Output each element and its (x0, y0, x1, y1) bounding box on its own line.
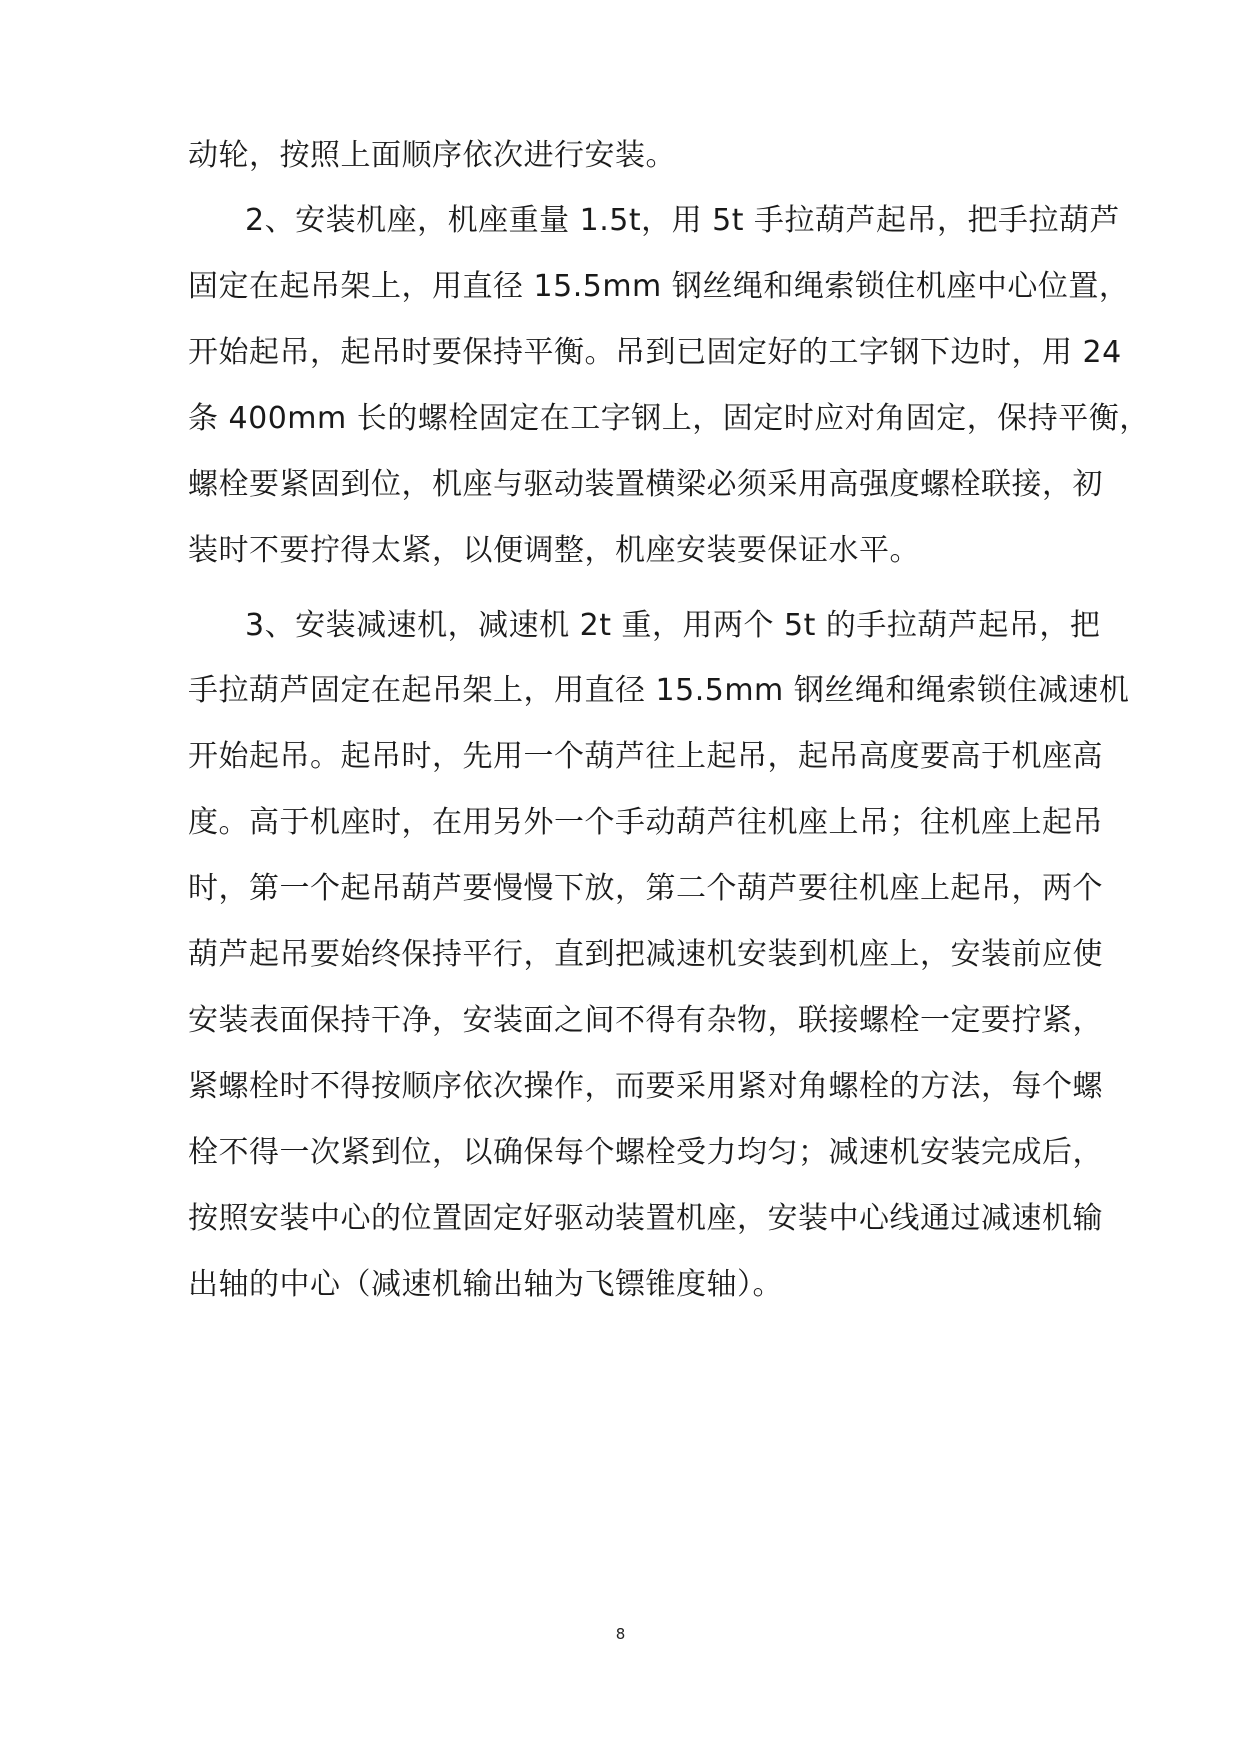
page-number: 8 (615, 1625, 626, 1643)
text-line: 装时不要拧得太紧，以便调整，机座安装要保证水平。 (188, 533, 920, 568)
text-line: 出轴的中心（减速机输出轴为飞镖锥度轴）。 (188, 1267, 783, 1302)
text-line: 葫芦起吊要始终保持平行，直到把减速机安装到机座上，安装前应使 (188, 937, 1103, 972)
text-line: 动轮，按照上面顺序依次进行安装。 (188, 138, 676, 173)
text-line: 栓不得一次紧到位，以确保每个螺栓受力均匀；减速机安装完成后， (188, 1135, 1103, 1170)
text-line: 固定在起吊架上，用直径 15.5mm 钢丝绳和绳索锁住机座中心位置， (188, 269, 1130, 304)
text-line: 条 400mm 长的螺栓固定在工字钢上，固定时应对角固定，保持平衡， (188, 401, 1150, 436)
text-line: 按照安装中心的位置固定好驱动装置机座，安装中心线通过减速机输 (188, 1201, 1103, 1236)
text-line: 2、安装机座，机座重量 1.5t，用 5t 手拉葫芦起吊，把手拉葫芦 (245, 203, 1121, 238)
text-line: 开始起吊。起吊时，先用一个葫芦往上起吊，起吊高度要高于机座高 (188, 739, 1103, 774)
text-line: 螺栓要紧固到位，机座与驱动装置横梁必须采用高强度螺栓联接，初 (188, 467, 1103, 502)
text-line: 3、安装减速机，减速机 2t 重，用两个 5t 的手拉葫芦起吊，把 (245, 608, 1101, 643)
text-line: 手拉葫芦固定在起吊架上，用直径 15.5mm 钢丝绳和绳索锁住减速机 (188, 673, 1130, 708)
text-line: 时，第一个起吊葫芦要慢慢下放，第二个葫芦要往机座上起吊，两个 (188, 871, 1103, 906)
text-line: 安装表面保持干净，安装面之间不得有杂物，联接螺栓一定要拧紧， (188, 1003, 1103, 1038)
text-line: 紧螺栓时不得按顺序依次操作，而要采用紧对角螺栓的方法，每个螺 (188, 1069, 1103, 1104)
text-line: 度。高于机座时，在用另外一个手动葫芦往机座上吊；往机座上起吊 (188, 805, 1103, 840)
text-line: 开始起吊，起吊时要保持平衡。吊到已固定好的工字钢下边时，用 24 (188, 335, 1122, 370)
